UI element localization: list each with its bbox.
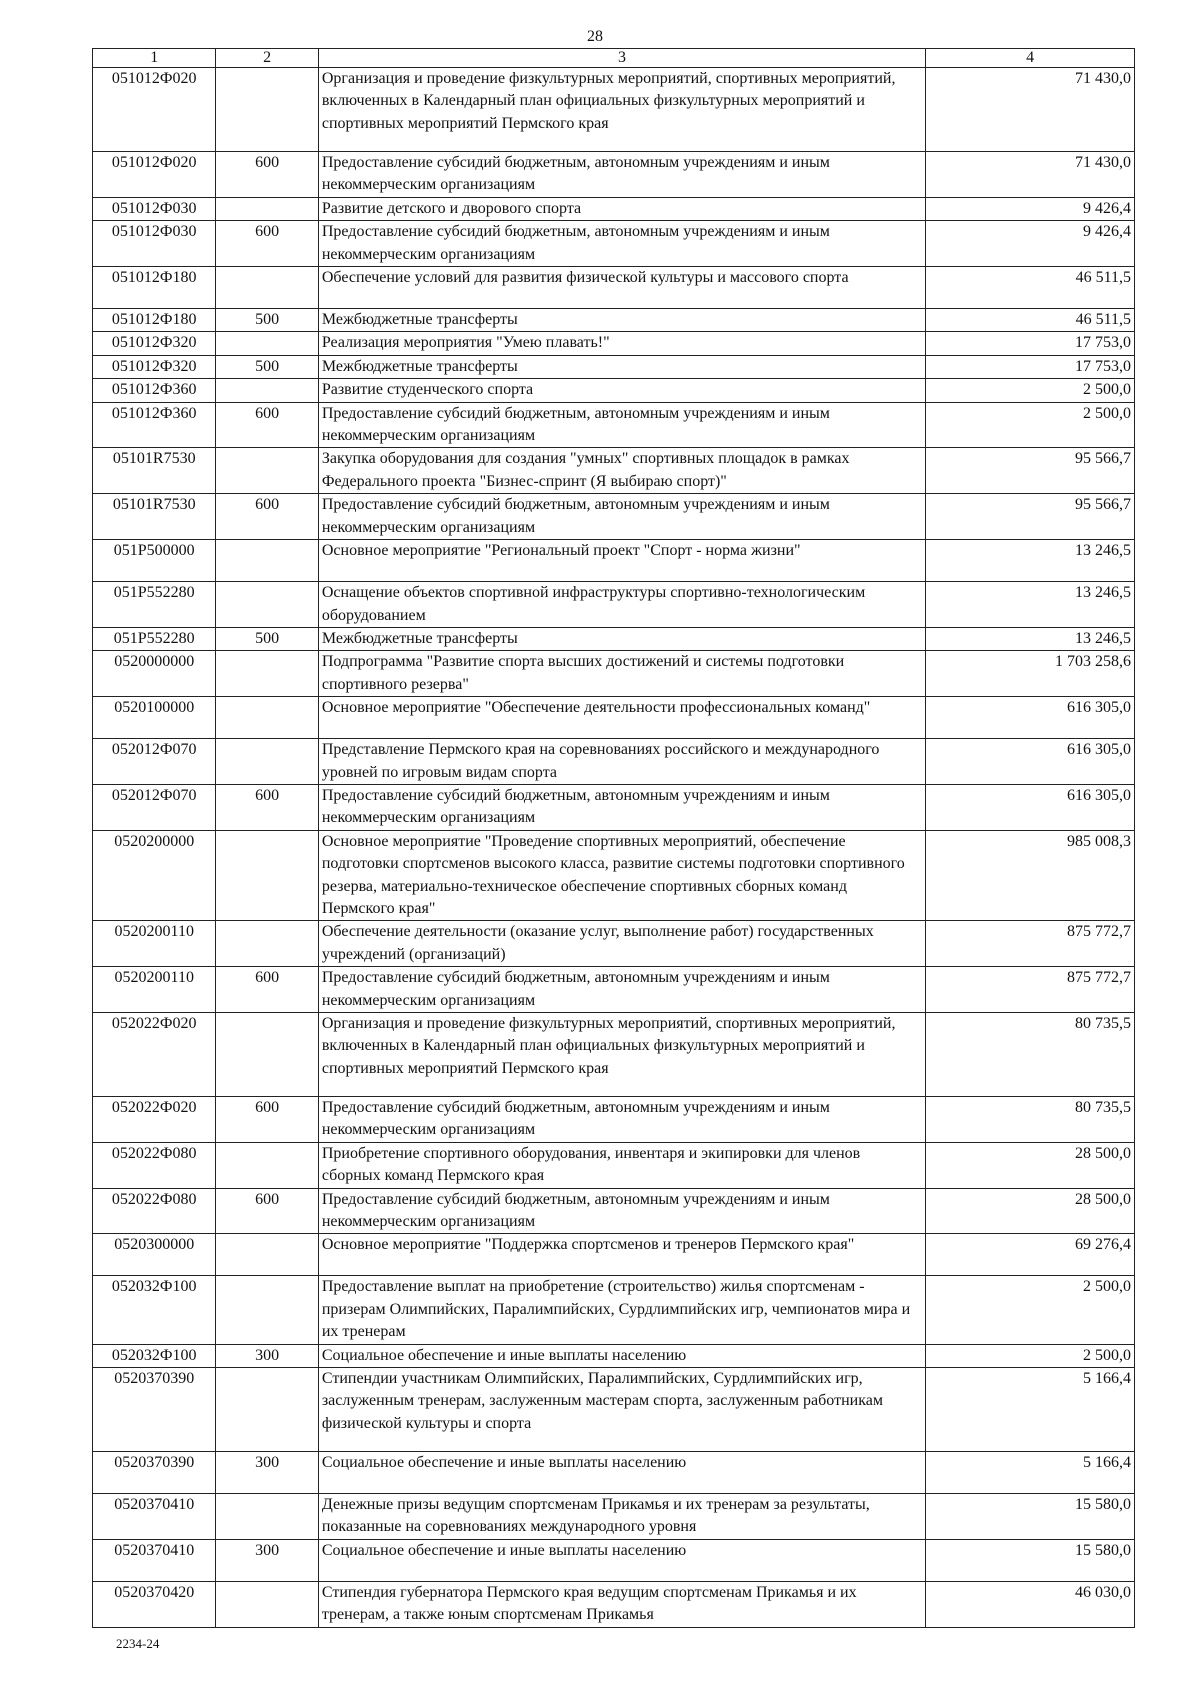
cell-expense-type: 600 [216,1188,318,1234]
table-row [93,1539,1135,1581]
cell-amount: 13 246,5 [926,582,1135,628]
cell-target-code: 0520100000 [93,697,216,739]
cell-amount: 15 580,0 [926,1539,1135,1581]
page-number: 28 [587,28,603,45]
cell-amount: 2 500,0 [926,402,1135,448]
cell-target-code: 051012Ф030 [93,221,216,267]
table-row [93,402,1135,448]
table-row [93,1276,1135,1344]
cell-expense-type: 300 [216,1452,318,1494]
cell-description: Денежные призы ведущим спортсменам Прикамья и их тренерам за результаты, показанные на соревнованиях международного уровня [318,1494,925,1540]
cell-amount: 80 735,5 [926,1097,1135,1143]
table-row [93,1013,1135,1097]
cell-target-code: 052012Ф070 [93,784,216,830]
cell-target-code: 052022Ф020 [93,1097,216,1143]
cell-target-code: 0520370410 [93,1539,216,1581]
cell-amount: 80 735,5 [926,1013,1135,1097]
cell-target-code: 052022Ф020 [93,1013,216,1097]
cell-expense-type: 500 [216,355,318,378]
cell-expense-type: 600 [216,784,318,830]
cell-target-code: 051012Ф360 [93,402,216,448]
cell-description: Основное мероприятие "Проведение спортивных мероприятий, обеспечение подготовки спортсменов высокого класса, развитие системы подготовки спортивного резерва, материально-техническое обеспечение спортивных сборных команд Пермского края" [318,830,925,921]
cell-target-code: 05101R7530 [93,448,216,494]
cell-description: Организация и проведение физкультурных мероприятий, спортивных мероприятий, включенных в Календарный план официальных физкультурных мероприятий и спортивных мероприятий Пермского края [318,68,925,152]
cell-amount: 985 008,3 [926,830,1135,921]
cell-description: Предоставление субсидий бюджетным, автономным учреждениям и иным некоммерческим организациям [318,152,925,198]
table-row [93,152,1135,198]
cell-target-code: 052022Ф080 [93,1142,216,1188]
cell-expense-type [216,1581,318,1627]
cell-amount: 95 566,7 [926,448,1135,494]
cell-amount: 46 030,0 [926,1581,1135,1627]
cell-amount: 9 426,4 [926,197,1135,220]
cell-expense-type [216,739,318,785]
table-row [93,1234,1135,1276]
cell-expense-type [216,697,318,739]
column-header-4: 4 [926,49,1135,68]
cell-expense-type: 600 [216,1097,318,1143]
cell-target-code: 051012Ф020 [93,152,216,198]
cell-target-code: 051012Ф020 [93,68,216,152]
cell-target-code: 051P552280 [93,627,216,650]
cell-expense-type: 500 [216,627,318,650]
table-row [93,1368,1135,1452]
table-row [93,967,1135,1013]
cell-expense-type: 600 [216,494,318,540]
table-row [93,1494,1135,1540]
cell-description: Стипендия губернатора Пермского края ведущим спортсменам Прикамья и их тренерам, а также юным спортсменам Прикамья [318,1581,925,1627]
table-row [93,448,1135,494]
cell-expense-type [216,1494,318,1540]
table-row [93,379,1135,402]
table-row [93,355,1135,378]
document-code: 2234-24 [116,1636,160,1651]
cell-expense-type [216,651,318,697]
cell-description: Основное мероприятие "Обеспечение деятельности профессиональных команд" [318,697,925,739]
table-row [93,739,1135,785]
cell-target-code: 051012Ф180 [93,267,216,309]
cell-amount: 875 772,7 [926,921,1135,967]
cell-description: Обеспечение деятельности (оказание услуг, выполнение работ) государственных учреждений (организаций) [318,921,925,967]
cell-target-code: 051012Ф320 [93,355,216,378]
cell-description: Закупка оборудования для создания "умных" спортивных площадок в рамках Федерального проекта "Бизнес-спринт (Я выбираю спорт)" [318,448,925,494]
cell-target-code: 052012Ф070 [93,739,216,785]
cell-description: Социальное обеспечение и иные выплаты населению [318,1452,925,1494]
cell-description: Предоставление субсидий бюджетным, автономным учреждениям и иным некоммерческим организациям [318,221,925,267]
cell-expense-type: 600 [216,221,318,267]
table-row [93,697,1135,739]
cell-description: Организация и проведение физкультурных мероприятий, спортивных мероприятий, включенных в Календарный план официальных физкультурных мероприятий и спортивных мероприятий Пермского края [318,1013,925,1097]
budget-table [92,48,1135,1628]
cell-description: Межбюджетные трансферты [318,627,925,650]
cell-amount: 46 511,5 [926,309,1135,332]
cell-expense-type: 600 [216,152,318,198]
table-row [93,582,1135,628]
cell-description: Предоставление субсидий бюджетным, автономным учреждениям и иным некоммерческим организациям [318,402,925,448]
cell-target-code: 052032Ф100 [93,1344,216,1367]
cell-target-code: 051P552280 [93,582,216,628]
cell-amount: 46 511,5 [926,267,1135,309]
cell-amount: 69 276,4 [926,1234,1135,1276]
cell-description: Предоставление субсидий бюджетным, автономным учреждениям и иным некоммерческим организациям [318,494,925,540]
table-row [93,1581,1135,1627]
cell-expense-type [216,582,318,628]
table-row [93,651,1135,697]
cell-target-code: 0520300000 [93,1234,216,1276]
cell-target-code: 052032Ф100 [93,1276,216,1344]
table-row [93,332,1135,355]
cell-description: Реализация мероприятия "Умею плавать!" [318,332,925,355]
table-header-row [93,49,1135,68]
cell-target-code: 052022Ф080 [93,1188,216,1234]
cell-amount: 875 772,7 [926,967,1135,1013]
cell-expense-type [216,332,318,355]
table-row [93,1188,1135,1234]
table-row [93,1344,1135,1367]
cell-description: Предоставление субсидий бюджетным, автономным учреждениям и иным некоммерческим организациям [318,1097,925,1143]
cell-description: Основное мероприятие "Региональный проект "Спорт - норма жизни" [318,540,925,582]
cell-description: Предоставление субсидий бюджетным, автономным учреждениям и иным некоммерческим организациям [318,784,925,830]
cell-target-code: 0520200110 [93,921,216,967]
cell-description: Представление Пермского края на соревнованиях российского и международного уровней по игровым видам спорта [318,739,925,785]
cell-expense-type [216,1234,318,1276]
table-row [93,1452,1135,1494]
cell-expense-type [216,197,318,220]
cell-expense-type: 300 [216,1344,318,1367]
cell-expense-type [216,379,318,402]
cell-target-code: 0520200000 [93,830,216,921]
table-row [93,784,1135,830]
table-row [93,309,1135,332]
cell-amount: 616 305,0 [926,784,1135,830]
table-row [93,267,1135,309]
table-row [93,68,1135,152]
cell-target-code: 051012Ф320 [93,332,216,355]
cell-expense-type [216,68,318,152]
cell-expense-type [216,1013,318,1097]
cell-target-code: 0520200110 [93,967,216,1013]
table-row [93,221,1135,267]
cell-amount: 17 753,0 [926,332,1135,355]
cell-description: Предоставление выплат на приобретение (строительство) жилья спортсменам - призерам Олимпийских, Паралимпийских, Сурдлимпийских игр, чемпионатов мира и их тренерам [318,1276,925,1344]
cell-description: Социальное обеспечение и иные выплаты населению [318,1344,925,1367]
cell-description: Межбюджетные трансферты [318,355,925,378]
cell-amount: 71 430,0 [926,152,1135,198]
cell-amount: 2 500,0 [926,1276,1135,1344]
cell-expense-type [216,1276,318,1344]
table-row [93,627,1135,650]
table-row [93,494,1135,540]
cell-target-code: 0520370390 [93,1452,216,1494]
table-row [93,830,1135,921]
cell-amount: 2 500,0 [926,379,1135,402]
cell-amount: 616 305,0 [926,739,1135,785]
cell-description: Основное мероприятие "Поддержка спортсменов и тренеров Пермского края" [318,1234,925,1276]
table-row [93,540,1135,582]
cell-expense-type: 600 [216,402,318,448]
cell-amount: 9 426,4 [926,221,1135,267]
table-row [93,921,1135,967]
cell-expense-type [216,830,318,921]
cell-target-code: 0520370420 [93,1581,216,1627]
cell-target-code: 051P500000 [93,540,216,582]
cell-amount: 5 166,4 [926,1452,1135,1494]
cell-expense-type [216,267,318,309]
cell-expense-type: 300 [216,1539,318,1581]
cell-description: Предоставление субсидий бюджетным, автономным учреждениям и иным некоммерческим организациям [318,967,925,1013]
cell-target-code: 051012Ф030 [93,197,216,220]
cell-target-code: 0520000000 [93,651,216,697]
cell-description: Межбюджетные трансферты [318,309,925,332]
cell-description: Обеспечение условий для развития физической культуры и массового спорта [318,267,925,309]
cell-expense-type: 500 [216,309,318,332]
cell-amount: 17 753,0 [926,355,1135,378]
column-header-3: 3 [318,49,925,68]
cell-amount: 15 580,0 [926,1494,1135,1540]
cell-description: Развитие детского и дворового спорта [318,197,925,220]
cell-description: Приобретение спортивного оборудования, инвентаря и экипировки для членов сборных команд Пермского края [318,1142,925,1188]
cell-expense-type [216,1142,318,1188]
cell-description: Социальное обеспечение и иные выплаты населению [318,1539,925,1581]
cell-amount: 13 246,5 [926,540,1135,582]
cell-amount: 28 500,0 [926,1188,1135,1234]
cell-target-code: 0520370410 [93,1494,216,1540]
cell-description: Предоставление субсидий бюджетным, автономным учреждениям и иным некоммерческим организациям [318,1188,925,1234]
cell-expense-type [216,921,318,967]
table-body [93,68,1135,1628]
cell-target-code: 05101R7530 [93,494,216,540]
table-row [93,197,1135,220]
cell-description: Оснащение объектов спортивной инфраструктуры спортивно-технологическим оборудованием [318,582,925,628]
cell-description: Стипендии участникам Олимпийских, Паралимпийских, Сурдлимпийских игр, заслуженным тренерам, заслуженным мастерам спорта, заслуженным работникам физической культуры и спорта [318,1368,925,1452]
cell-description: Развитие студенческого спорта [318,379,925,402]
cell-amount: 5 166,4 [926,1368,1135,1452]
cell-target-code: 051012Ф360 [93,379,216,402]
cell-amount: 71 430,0 [926,68,1135,152]
cell-amount: 95 566,7 [926,494,1135,540]
cell-expense-type: 600 [216,967,318,1013]
cell-amount: 28 500,0 [926,1142,1135,1188]
cell-amount: 2 500,0 [926,1344,1135,1367]
cell-expense-type [216,448,318,494]
column-header-1: 1 [93,49,216,68]
cell-expense-type [216,1368,318,1452]
cell-amount: 13 246,5 [926,627,1135,650]
cell-amount: 616 305,0 [926,697,1135,739]
table-row [93,1142,1135,1188]
cell-amount: 1 703 258,6 [926,651,1135,697]
cell-expense-type [216,540,318,582]
table-row [93,1097,1135,1143]
column-header-2: 2 [216,49,318,68]
cell-target-code: 051012Ф180 [93,309,216,332]
cell-target-code: 0520370390 [93,1368,216,1452]
cell-description: Подпрограмма "Развитие спорта высших достижений и системы подготовки спортивного резерва" [318,651,925,697]
